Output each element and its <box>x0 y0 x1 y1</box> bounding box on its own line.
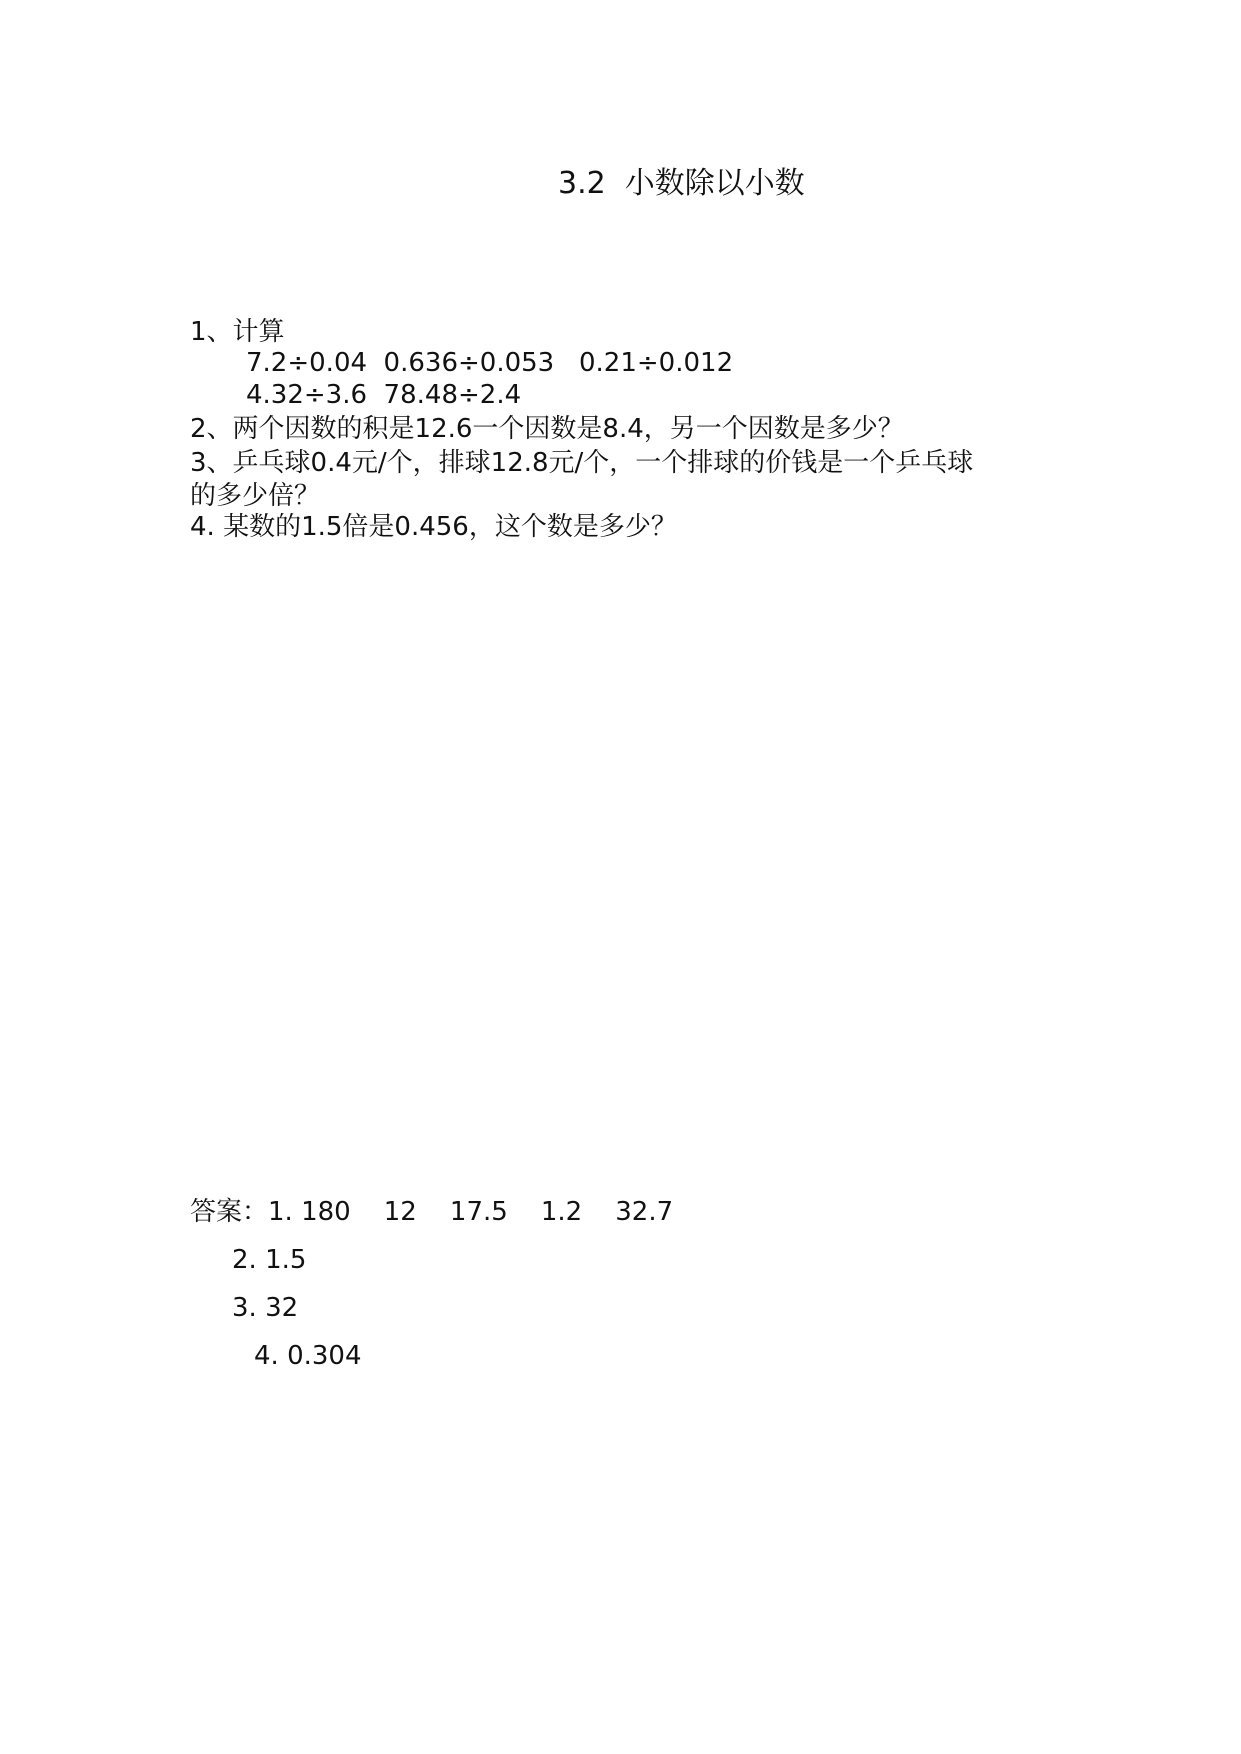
answer-1: 答案：1. 180 12 17.5 1.2 32.7 <box>190 1197 674 1227</box>
question-3-line-1: 3、乒乓球0.4元/个，排球12.8元/个，一个排球的价钱是一个乒乓球 <box>190 448 974 478</box>
question-3-line-2: 的多少倍？ <box>190 481 321 511</box>
answer-3: 3. 32 <box>232 1293 299 1323</box>
question-4: 4. 某数的1.5倍是0.456，这个数是多少？ <box>190 512 677 542</box>
question-1-row-1: 7.2÷0.04 0.636÷0.053 0.21÷0.012 <box>246 348 734 378</box>
question-1-heading: 1、计算 <box>190 317 285 347</box>
answer-2: 2. 1.5 <box>232 1245 307 1275</box>
answer-4: 4. 0.304 <box>254 1341 362 1371</box>
page-title: 3.2 小数除以小数 <box>558 166 805 201</box>
question-1-row-2: 4.32÷3.6 78.48÷2.4 <box>246 380 522 410</box>
question-2: 2、两个因数的积是12.6一个因数是8.4，另一个因数是多少？ <box>190 414 904 444</box>
